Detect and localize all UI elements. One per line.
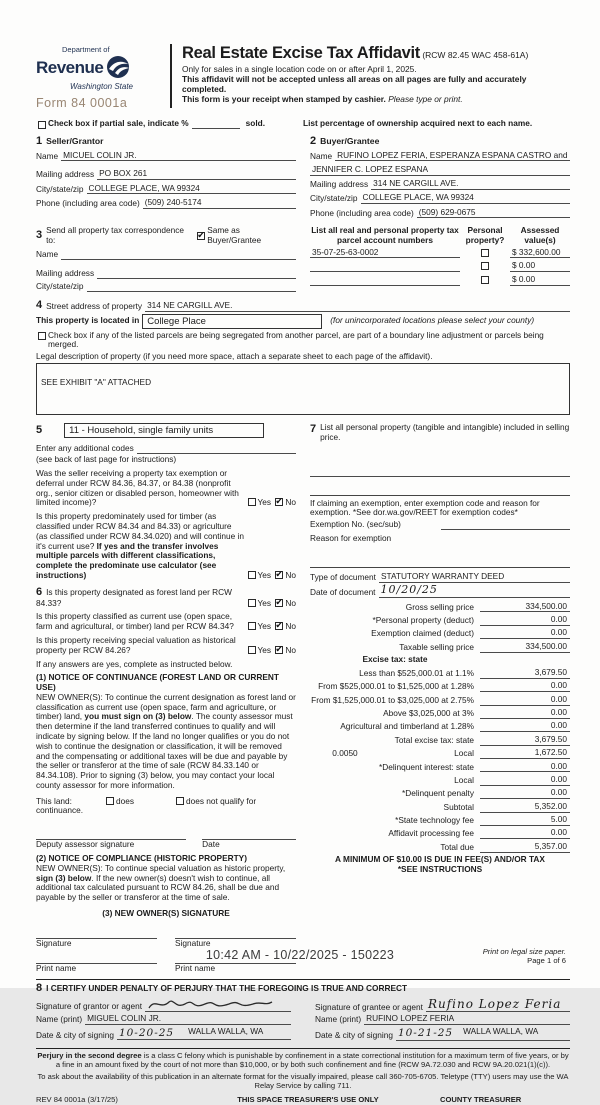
assessed-value-field[interactable]: $ 0.00 [510,275,570,286]
tax-row-value[interactable]: 3,679.50 [480,668,570,679]
tax-row-label: *Personal property (deduct) [372,615,474,626]
exemption-no-label: Exemption No. (sec/sub) [310,519,401,530]
partial-sale-label: Check box if partial sale, indicate % [48,117,189,128]
additional-codes-label: Enter any additional codes [36,443,134,454]
corr-mailing-label: Mailing address [36,267,95,278]
section-1-number: 1 [36,134,43,147]
form-number: Form 84 0001a [36,96,128,111]
assessed-value-field[interactable]: $ 0.00 [510,261,570,272]
treasurer-space-label: THIS SPACE TREASURER'S USE ONLY [237,1094,379,1104]
corr-name-label: Name [36,248,59,259]
tax-row-label: Affidavit processing fee [388,828,474,839]
tax-row-value[interactable]: 0.00 [480,828,570,839]
tax-row-label: *Delinquent penalty [402,788,474,799]
located-in-select[interactable]: College Place [142,314,322,329]
segregated-label: Check box if any of the listed parcels are being segregated from another parcel, are part of a boundary line adjustment or parcels being merged. [48,329,544,350]
same-as-buyer-checkbox[interactable] [197,232,205,240]
tax-row-label: Subtotal [443,801,474,812]
section-2-title: Buyer/Grantee [320,135,380,146]
question-timber-agriculture: Is this property predominately used for timber (as classified under RCW 84.34 and 84.33) or agriculture (as classified under RCW 84.34.020) and will continue in it's current use? If yes and the transfer involves multiple parcels with different classifications, complete the predominate use calculator (see instructions) Yes ✔ No [36,512,296,580]
form-header [36,44,570,111]
form-title: Real Estate Excise Tax Affidavit [182,44,421,62]
seller-phone-field[interactable]: (509) 240-5174 [143,198,296,209]
street-address-field[interactable]: 314 NE CARGILL AVE. [145,301,570,312]
parcel-col3-header: Assessed [520,224,560,235]
section-2-buyer [310,135,570,222]
exemption-note: If claiming an exemption, enter exemption code and reason for exemption. *See dor.wa.gov/REET for exemption codes* [310,497,540,518]
parcel-table: List all real and personal property tax parcel account numbers Personal property? Assessed value(s) 35-07-25-63-0002 $ 332,600.00 $ 0.00 $ 0.00 [310,226,570,296]
seller-phone-label: Phone (including area code) [36,197,140,208]
grantor-date-field[interactable]: 10-20-25 WALLA WALLA, WA [117,1027,291,1040]
tax-row-label: Less than $525,000.01 at 1.1% [359,667,474,678]
corr-name-field[interactable] [61,250,296,260]
buyer-name-label: Name [310,150,333,161]
section-8-certify [36,979,570,1044]
land-qualify-row: This land: does does not qualify for [36,795,257,806]
seller-name-field[interactable]: MICUEL COLIN JR. [61,151,296,162]
q4-no-checkbox[interactable] [275,622,283,630]
legal-description-box[interactable] [36,363,570,415]
tax-row-value[interactable]: 334,500.00 [480,642,570,653]
header-note-1: Only for sales in a single location code on or after April 1, 2025. [182,64,417,75]
seller-name-label: Name [36,150,59,161]
new-owner-signature-field-1[interactable] [36,927,157,939]
grantor-signature-field[interactable] [145,997,291,1012]
section-4-property [36,299,570,416]
new-owner-signature-field-2[interactable] [175,927,296,939]
header-note-3: This form is your receipt when stamped by cashier. Please type or print. [182,94,463,105]
exemption-no-field[interactable] [441,520,570,530]
corr-mailing-field[interactable] [97,269,296,279]
q2-yes-checkbox[interactable] [248,571,256,579]
buyer-city-label: City/state/zip [310,193,358,204]
seller-mailing-label: Mailing address [36,169,95,180]
q4-yes-checkbox[interactable] [248,622,256,630]
tax-row-label: Above $3,025,000 at 3% [383,708,474,719]
personal-property-checkbox[interactable] [481,249,489,257]
tax-row-value[interactable]: 0.00 [480,708,570,719]
tax-row-value[interactable]: 0.00 [480,762,570,773]
partial-sale-checkbox[interactable] [38,121,46,129]
q3-no-checkbox[interactable] [275,599,283,607]
same-as-buyer-label: Same as Buyer/Grantee [207,224,262,245]
tax-row-label: *Delinquent interest: state [378,761,474,772]
form-title-rcw: (RCW 82.45 WAC 458-61A) [422,50,529,60]
tax-row-value[interactable]: 5,352.00 [480,802,570,813]
buyer-mailing-label: Mailing address [310,179,369,190]
legal-description-value: SEE EXHIBIT "A" ATTACHED [41,377,152,388]
doc-type-label: Type of document [310,572,376,583]
street-address-label: Street address of property [46,300,143,311]
seller-city-field[interactable]: COLLEGE PLACE, WA 99324 [87,184,297,195]
certify-title: I CERTIFY UNDER PENALTY OF PERJURY THAT THE FOREGOING IS TRUE AND CORRECT [46,983,408,994]
personal-property-checkbox[interactable] [481,262,489,270]
section-5-number: 5 [36,424,43,437]
receipt-stamp: 10:42 AM - 10/22/2025 - 150223 [205,948,395,962]
personal-property-list-field[interactable] [310,465,570,477]
perjury-note: Perjury in the second degree is a class C felony which is punishable by confinement in a state correctional institution for a maximum term of five years, or by a fine in an amount fixed by the court of not more than $10,000, or by both such confinement and fine (RCW 9A.72.030 and RCW 9A.20.021(1)(c)). To ask about the availability of this publication in an alternate format for the visually impaired, please call 360-705-6705. Teletype (TTY) users may use the WA Relay Service by calling 711. [36,1048,570,1091]
q3-yes-checkbox[interactable] [248,599,256,607]
section-2-number: 2 [310,134,317,147]
new-owner-signature-row: Signature Signature [36,927,296,949]
parcel-number-field[interactable] [310,276,460,286]
tax-row-value[interactable]: 5,357.00 [480,842,570,853]
exemption-block [310,495,570,544]
assessed-value-field[interactable]: $ 332,600.00 [510,248,570,259]
ownership-note: List percentage of ownership acquired next to each name. [303,117,533,128]
new-owner-signature-title: (3) NEW OWNER(S) SIGNATURE [102,907,230,918]
deputy-date-label: Date [202,839,220,850]
section-6-number: 6 [36,585,43,598]
deputy-assessor-row [36,828,296,850]
tax-row-label: *State technology fee [395,815,474,826]
deputy-assessor-label: Deputy assessor signature [36,839,135,850]
question-historical: Is this property receiving special valuation as historical property per RCW 84.26? Yes ✔ No [36,636,296,656]
located-in-label: This property is located in [36,315,140,326]
dept-of-label: Department of [62,45,110,54]
document-block [310,567,570,598]
section-1-title: Seller/Grantor [46,135,104,146]
header-note-2: This affidavit will not be accepted unless all areas on all pages are fully and accurately completed. [182,74,527,95]
buyer-name-field[interactable]: RUFINO LOPEZ FERIA, ESPERANZA ESPANA CASTRO and [335,151,570,162]
buyer-phone-field[interactable]: (509) 629-0675 [417,208,570,219]
grantor-printname-field[interactable]: MIGUEL COLIN JR. [85,1014,291,1025]
grantee-date-field[interactable]: 10-21-25 WALLA WALLA, WA [396,1027,570,1040]
grantee-signature-label: Signature of grantee or agent [315,1001,423,1012]
agency-name: Revenue [36,58,104,78]
accessibility-note: To ask about the availability of this publication in an alternate format for the visually impaired, please call 360-705-6705. Teletype (TTY) users may use the WA Relay Service by calling 711. [37,1071,569,1090]
parcel-col1-header: List all real and personal property tax [311,224,459,235]
tax-row-value[interactable]: 0.00 [480,695,570,706]
additional-codes-note: (see back of last page for instructions) [36,454,177,465]
question-current-use: Is this property classified as current use (open space, farm and agricultural, or timber) land per RCW 84.34? Yes ✔ No [36,612,296,632]
print-size-note: Print on legal size paper. [482,947,566,956]
buyer-name-field-2[interactable]: JENNIFER C. LOPEZ ESPANA [310,165,570,176]
parcel-col2-header: Personal [467,224,503,235]
seller-mailing-field[interactable]: PO BOX 261 [97,169,296,180]
question-forest-land: 6 Is this property designated as forest land per RCW 84.33? Yes ✔ No [36,586,296,609]
tax-row-value[interactable]: 5.00 [480,815,570,826]
continuance-label: continuance. [36,805,84,816]
section-3-correspondence [36,226,296,296]
section-3-number: 3 [36,229,43,242]
header-divider [170,44,172,108]
page-indicator: Page 1 of 6 [527,955,566,965]
tax-row-value[interactable]: 3,679.50 [480,735,570,746]
revenue-logo [36,44,164,111]
tax-row-value[interactable]: 0.00 [480,628,570,639]
additional-codes-field[interactable] [137,444,296,454]
grantee-printname-field[interactable]: RUFINO LOPEZ FERIA [364,1014,570,1025]
tax-row-value[interactable]: 0.00 [480,681,570,692]
doc-type-field[interactable]: STATUTORY WARRANTY DEED [379,572,570,583]
buyer-city-field[interactable]: COLLEGE PLACE, WA 99324 [361,193,571,204]
land-label: This land: [36,795,72,806]
tax-row-label: Exemption claimed (deduct) [371,628,474,639]
section-1-seller [36,135,296,222]
grantee-signature-field[interactable]: Rufino Lopez Feria [426,997,570,1012]
notice-continuance-title: (1) NOTICE OF CONTINUANCE (FOREST LAND OR CURRENT USE) [36,672,279,693]
reason-exemption-label: Reason for exemption [310,532,392,543]
tax-row-value[interactable]: 1,672.50 [480,748,570,759]
question-exemption-deferral: Was the seller receiving a property tax exemption or deferral under RCW 84.36, 84.37, or 84.38 (nonprofit org., senior citizen or disabled person, homeowner with limited income)? Yes ✔ No [36,469,296,508]
agency-subtitle: Washington State [70,81,134,91]
grantor-date-label: Date & city of signing [36,1029,114,1040]
tax-row-label: Gross selling price [405,601,474,612]
rev-number: REV 84 0001a (3/17/25) [36,1094,118,1104]
grantee-date-label: Date & city of signing [315,1029,393,1040]
tax-row-label: Total excise tax: state [394,734,474,745]
tax-row-value[interactable]: 0.00 [480,775,570,786]
tax-row-value[interactable]: 334,500.00 [480,602,570,613]
legal-description-label: Legal description of property (if you need more space, attach a separate sheet to each page of the affidavit). [36,351,433,362]
section-5-6-column [36,423,296,974]
excise-tax-header: Excise tax: state [362,654,428,665]
tax-row-value[interactable]: 0.00 [480,615,570,626]
property-class-select[interactable]: 11 - Household, single family units [64,423,264,438]
notice-compliance-body: NEW OWNER(S): To continue special valuation as historic property, sign (3) below. If the new owner(s) doesn't wish to continue, all additional tax calculated pursuant to RCW 84.26, shall be due and payable by the seller or transferor at the time of sale. [36,862,286,903]
notice-continuance-body: NEW OWNER(S): To continue the current designation as forest land or classification as current use (open space, farm and agriculture, or timber) land, you must sign on (3) below. The county assessor must then determine if the land transferred continues to qualify and will indicate by signing below. If the land no longer qualifies or you do not wish to continue the designation or classification, it will be removed and the compensating or additional taxes will be due and payable by the seller or transferor at the time of sale (RCW 84.33.140 or 84.34.108). Prior to signing (3) below, you may contact your local county assessor for more information. [36,691,296,790]
corr-city-label: City/state/zip [36,281,84,292]
tax-row-label: From $525,000.01 to $1,525,000 at 1.28% [318,681,474,692]
revenue-swirl-icon [105,55,131,82]
buyer-phone-label: Phone (including area code) [310,207,414,218]
grantor-signature-scribble [145,997,275,1011]
tax-row-value[interactable]: 0.00 [480,788,570,799]
parcel-number-field[interactable]: 35-07-25-63-0002 [310,248,460,259]
section-7-number: 7 [310,423,317,436]
doc-date-field[interactable]: 10/20/25 [379,584,571,598]
tax-row-label: Total due [440,841,474,852]
section-7-tax-column [310,423,570,974]
correspondence-label: Send all property tax correspondence to: [46,224,185,245]
q2-no-checkbox[interactable] [275,571,283,579]
parcel-row [310,248,570,259]
personal-property-checkbox[interactable] [481,276,489,284]
tax-row-label: Local [454,748,474,759]
doc-date-label: Date of document [310,587,376,598]
receipt-stamp-row [0,948,600,963]
minimum-fee-note: A MINIMUM OF $10.00 IS DUE IN FEE(S) AND/OR TAX *SEE INSTRUCTIONS [335,854,545,875]
parcel-row [310,275,570,286]
does-not-qualify-checkbox[interactable] [176,797,184,805]
tax-row-label: Taxable selling price [399,641,474,652]
q5-yes-checkbox[interactable] [248,646,256,654]
q1-no-checkbox[interactable] [275,498,283,506]
tax-row-value[interactable]: 0.00 [480,721,570,732]
answers-yes-note: If any answers are yes, complete as instructed below. [36,658,233,669]
seller-city-label: City/state/zip [36,183,84,194]
tax-row-label: Agricultural and timberland at 1.28% [340,721,474,732]
tax-row-label: From $1,525,000.01 to $3,025,000 at 2.75% [311,694,474,705]
partial-sale-percent-field[interactable] [192,128,240,129]
grantor-printname-label: Name (print) [36,1014,83,1025]
partial-sale-suffix: sold. [245,117,266,128]
q1-yes-checkbox[interactable] [248,498,256,506]
personal-property-list-label: List all personal property (tangible and intangible) included in selling price. [320,422,570,442]
county-treasurer-label: COUNTY TREASURER [440,1094,522,1104]
q5-no-checkbox[interactable] [275,646,283,654]
new-owner-printname-row: Print name Print name [36,952,296,974]
segregated-checkbox[interactable] [38,332,46,340]
parcel-number-field[interactable] [310,262,460,272]
corr-city-field[interactable] [87,282,297,292]
grantee-printname-label: Name (print) [315,1014,362,1025]
does-qualify-checkbox[interactable] [106,797,114,805]
grantor-signature-label: Signature of grantor or agent [36,1001,143,1012]
buyer-mailing-field[interactable]: 314 NE CARGILL AVE. [371,179,570,190]
notice-compliance-title: (2) NOTICE OF COMPLIANCE (HISTORIC PROPERTY) [36,853,247,863]
section-8-number: 8 [36,982,43,995]
located-in-note: (for unincorporated locations please select your county) [330,315,535,326]
section-4-number: 4 [36,298,43,311]
footer-row [36,1096,570,1105]
local-rate: 0.0050 [332,748,358,759]
parcel-row [310,261,570,272]
tax-row-label: Local [454,774,474,785]
